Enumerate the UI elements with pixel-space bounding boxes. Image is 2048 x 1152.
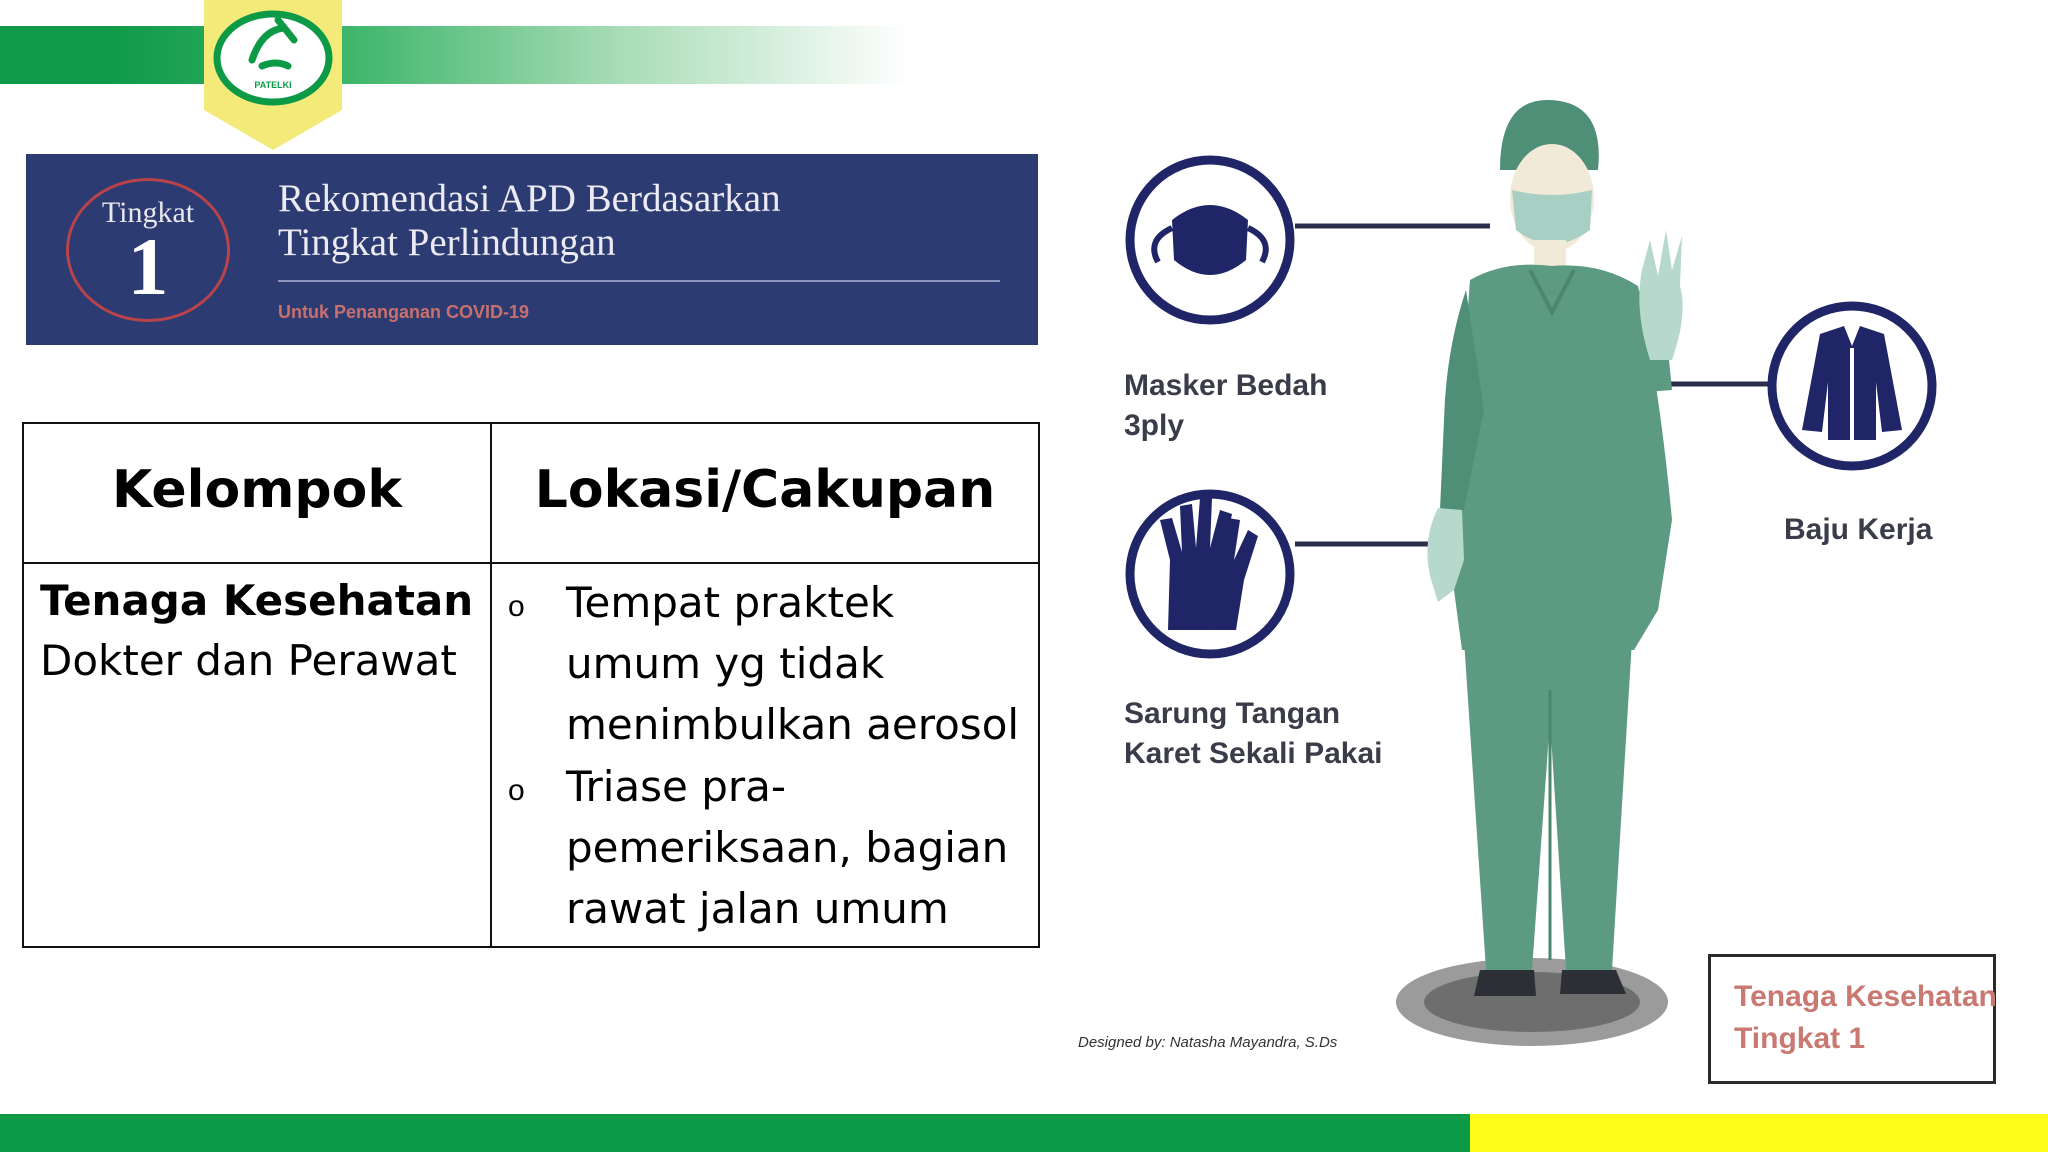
location-item: Tempat praktek umum yg tidak menimbulkan aerosol bbox=[566, 578, 1020, 749]
badge-line1: Tenaga Kesehatan bbox=[1734, 980, 1997, 1013]
designer-credit: Designed by: Natasha Mayandra, S.Ds bbox=[1078, 1034, 1338, 1051]
left-shoe bbox=[1474, 970, 1536, 996]
table-header-divider bbox=[22, 562, 1040, 564]
page-subtitle: Untuk Penanganan COVID-19 bbox=[278, 302, 530, 322]
location-item: Triase pra-pemeriksaan, bagian rawat jalan umum bbox=[566, 762, 1009, 933]
table-header-kelompok: Kelompok bbox=[112, 460, 402, 520]
page-title-line1: Rekomendasi APD Berdasarkan bbox=[278, 177, 781, 220]
table-header-lokasi: Lokasi/Cakupan bbox=[534, 460, 996, 520]
mask-label-line1: Masker Bedah bbox=[1124, 369, 1328, 402]
badge-line2: Tingkat 1 bbox=[1734, 1022, 1866, 1055]
raised-hand-glove bbox=[1639, 230, 1682, 360]
group-title: Tenaga Kesehatan bbox=[40, 576, 474, 625]
level-word: Tingkat bbox=[101, 196, 195, 229]
coat-icon bbox=[1772, 306, 1932, 466]
logo-text: PATELKI bbox=[254, 80, 292, 90]
level-badge-text bbox=[1734, 976, 1997, 1060]
gloves-label-line2: Karet Sekali Pakai bbox=[1124, 737, 1383, 770]
mask-icon bbox=[1130, 160, 1290, 320]
bullet-marker: o bbox=[508, 774, 525, 807]
gloves-icon bbox=[1130, 494, 1290, 654]
scrubs-pants bbox=[1464, 640, 1632, 970]
ppe-illustration bbox=[1060, 90, 2048, 1090]
page-title-line2: Tingkat Perlindungan bbox=[278, 221, 616, 264]
right-shoe bbox=[1560, 970, 1626, 994]
group-subtitle: Dokter dan Perawat bbox=[40, 636, 457, 685]
header-gradient-bar bbox=[0, 26, 910, 84]
footer-yellow-bar bbox=[1470, 1114, 2048, 1152]
bullet-marker: o bbox=[508, 590, 525, 623]
title-divider bbox=[278, 280, 1000, 282]
footer-green-bar bbox=[0, 1114, 1470, 1152]
patelki-logo bbox=[204, 0, 342, 150]
gloves-label-line1: Sarung Tangan bbox=[1124, 697, 1341, 730]
level-number: 1 bbox=[127, 221, 169, 312]
coat-label: Baju Kerja bbox=[1784, 513, 1933, 546]
mask-label-line2: 3ply bbox=[1124, 409, 1185, 442]
